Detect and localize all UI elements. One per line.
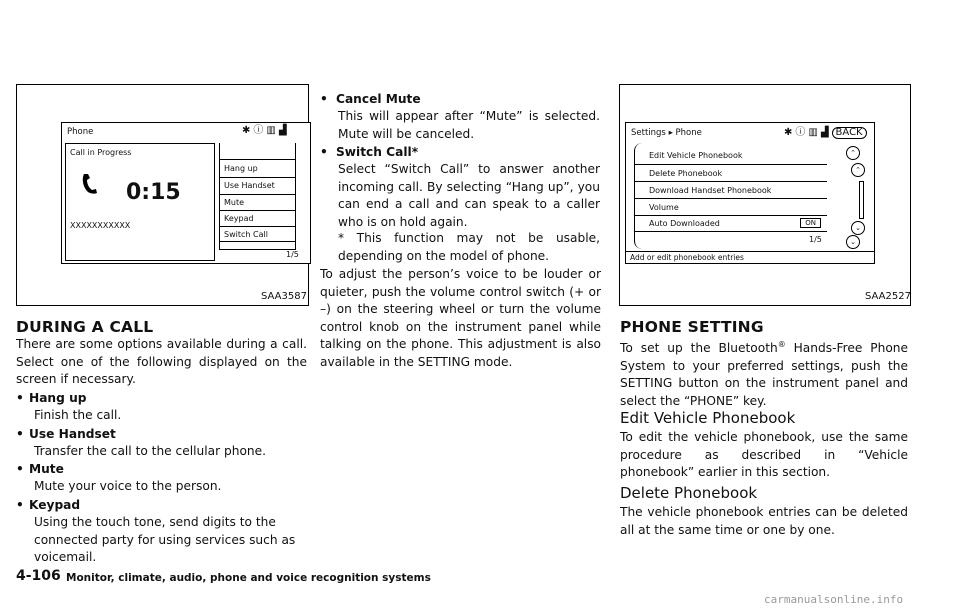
bluetooth-icon: ✱ xyxy=(784,127,793,138)
page-number: 4-106 xyxy=(16,568,61,584)
figure-caption: SAA2527 xyxy=(865,291,911,302)
menu-mute[interactable] xyxy=(220,194,295,210)
subheading-delete-phonebook: Delete Phonebook xyxy=(620,484,758,502)
back-button[interactable] xyxy=(832,127,867,139)
intro-text: To set up the Bluetooth xyxy=(620,341,778,356)
figure-call-screen xyxy=(16,84,309,306)
watermark: carmanualsonline.info xyxy=(764,593,904,606)
intro-paragraph xyxy=(620,336,908,410)
hint-text: Add or edit phonebook entries xyxy=(630,253,744,262)
menu-auto-downloaded[interactable] xyxy=(635,215,827,232)
phone-screen xyxy=(61,122,311,264)
option-label: Use Handset xyxy=(29,427,116,441)
battery-icon: ▥ xyxy=(266,125,276,136)
settings-list xyxy=(634,143,827,249)
option-desc: Finish the call. xyxy=(34,408,122,422)
call-menu xyxy=(219,143,296,250)
menu-label: Hang up xyxy=(224,163,258,173)
status-icons xyxy=(784,127,867,139)
option-desc: Using the touch tone, send digits to the connected party for using services such as voicemail. xyxy=(34,515,296,565)
breadcrumb: Settings ▸ Phone xyxy=(631,128,702,138)
bluetooth-icon: ✱ xyxy=(242,125,251,136)
toggle-label: ON xyxy=(805,219,816,227)
menu-delete-phonebook[interactable] xyxy=(635,164,827,181)
registered-mark: ® xyxy=(777,340,786,349)
call-panel xyxy=(65,143,215,261)
option-desc: Select “Switch Call” to answer another incoming call. By selecting “Hang up”, you can end a call and can speak to a caller who is on hold again. xyxy=(338,162,600,229)
page-indicator: 1/5 xyxy=(286,250,299,259)
signal-icon: ▟ xyxy=(278,125,287,136)
option-desc: Mute your voice to the person. xyxy=(34,479,222,493)
menu-switch-call[interactable] xyxy=(220,226,295,242)
option-desc: This will appear after “Mute” is selected. Mute will be canceled. xyxy=(338,109,600,141)
battery-icon: ▥ xyxy=(808,127,818,138)
phone-handset-icon xyxy=(80,172,100,196)
menu-keypad[interactable] xyxy=(220,210,295,226)
section-title: Monitor, climate, audio, phone and voice recognition systems xyxy=(66,572,431,584)
section-heading: PHONE SETTING xyxy=(620,318,764,336)
option-label: Hang up xyxy=(29,391,87,405)
footnote: * This function may not be usable, depending on the model of phone. xyxy=(338,231,600,263)
figure-caption: SAA3587 xyxy=(261,291,307,302)
delete-phonebook-text: The vehicle phonebook entries can be deleted all at the same time or one by one. xyxy=(620,505,908,537)
option-desc: Transfer the call to the cellular phone. xyxy=(34,444,267,458)
intro-paragraph: There are some options available during a call. Select one of the following displayed on the screen if necessary. xyxy=(16,337,307,387)
menu-label: Download Handset Phonebook xyxy=(649,185,772,195)
info-icon: ⓘ xyxy=(795,127,806,138)
figure-phone-settings xyxy=(619,84,911,306)
hint-bar xyxy=(626,251,874,264)
scroll-down-double-button[interactable]: ⌄ xyxy=(846,235,860,249)
call-timer: 0:15 xyxy=(126,180,181,205)
subheading-edit-phonebook: Edit Vehicle Phonebook xyxy=(620,409,796,427)
intro-text: Hands-Free Phone System to your preferred settings, push the SETTING button on the instrument panel and select the “PHONE” key. xyxy=(620,341,909,408)
caller-number: XXXXXXXXXXX xyxy=(70,221,131,230)
scroll-up-button[interactable]: ⌃ xyxy=(851,163,865,177)
option-label: Switch Call* xyxy=(336,145,419,159)
menu-download-handset-phonebook[interactable] xyxy=(635,181,827,198)
back-label: BACK xyxy=(835,127,863,138)
info-icon: ⓘ xyxy=(253,125,264,136)
menu-hang-up[interactable] xyxy=(220,159,295,176)
menu-label: Switch Call xyxy=(224,229,268,239)
menu-edit-vehicle-phonebook[interactable] xyxy=(635,147,827,164)
scroll-down-button[interactable]: ⌄ xyxy=(851,221,865,235)
option-label: Mute xyxy=(29,462,64,476)
screen-title: Phone xyxy=(67,127,94,137)
menu-label: Delete Phonebook xyxy=(649,168,723,178)
menu-label: Use Handset xyxy=(224,181,275,190)
menu-label: Keypad xyxy=(224,214,254,223)
section-heading: DURING A CALL xyxy=(16,318,154,336)
menu-label: Volume xyxy=(649,202,679,212)
call-status: Call in Progress xyxy=(70,148,132,157)
option-label: Cancel Mute xyxy=(336,92,421,106)
toggle-on[interactable] xyxy=(800,218,821,228)
status-icons xyxy=(242,126,287,136)
menu-label: Auto Downloaded xyxy=(649,219,720,228)
menu-label: Mute xyxy=(224,198,245,207)
menu-use-handset[interactable] xyxy=(220,177,295,193)
menu-label: Edit Vehicle Phonebook xyxy=(649,151,743,160)
page-indicator: 1/5 xyxy=(809,235,822,244)
option-label: Keypad xyxy=(29,498,81,512)
settings-screen xyxy=(625,122,875,264)
edit-phonebook-text: To edit the vehicle phonebook, use the same procedure as described in “Vehicle phonebook” earlier in this section. xyxy=(620,430,908,480)
scrollbar[interactable] xyxy=(859,181,864,219)
scroll-up-double-button[interactable]: ⌃ xyxy=(846,146,860,160)
volume-paragraph: To adjust the person’s voice to be louder or quieter, push the volume control switch (+ or –) on the steering wheel or turn the volume control knob on the instrument panel while talking on the phone. This adjustment is also available in the SETTING mode. xyxy=(320,267,601,369)
signal-icon: ▟ xyxy=(820,127,829,138)
menu-volume[interactable] xyxy=(635,198,827,215)
